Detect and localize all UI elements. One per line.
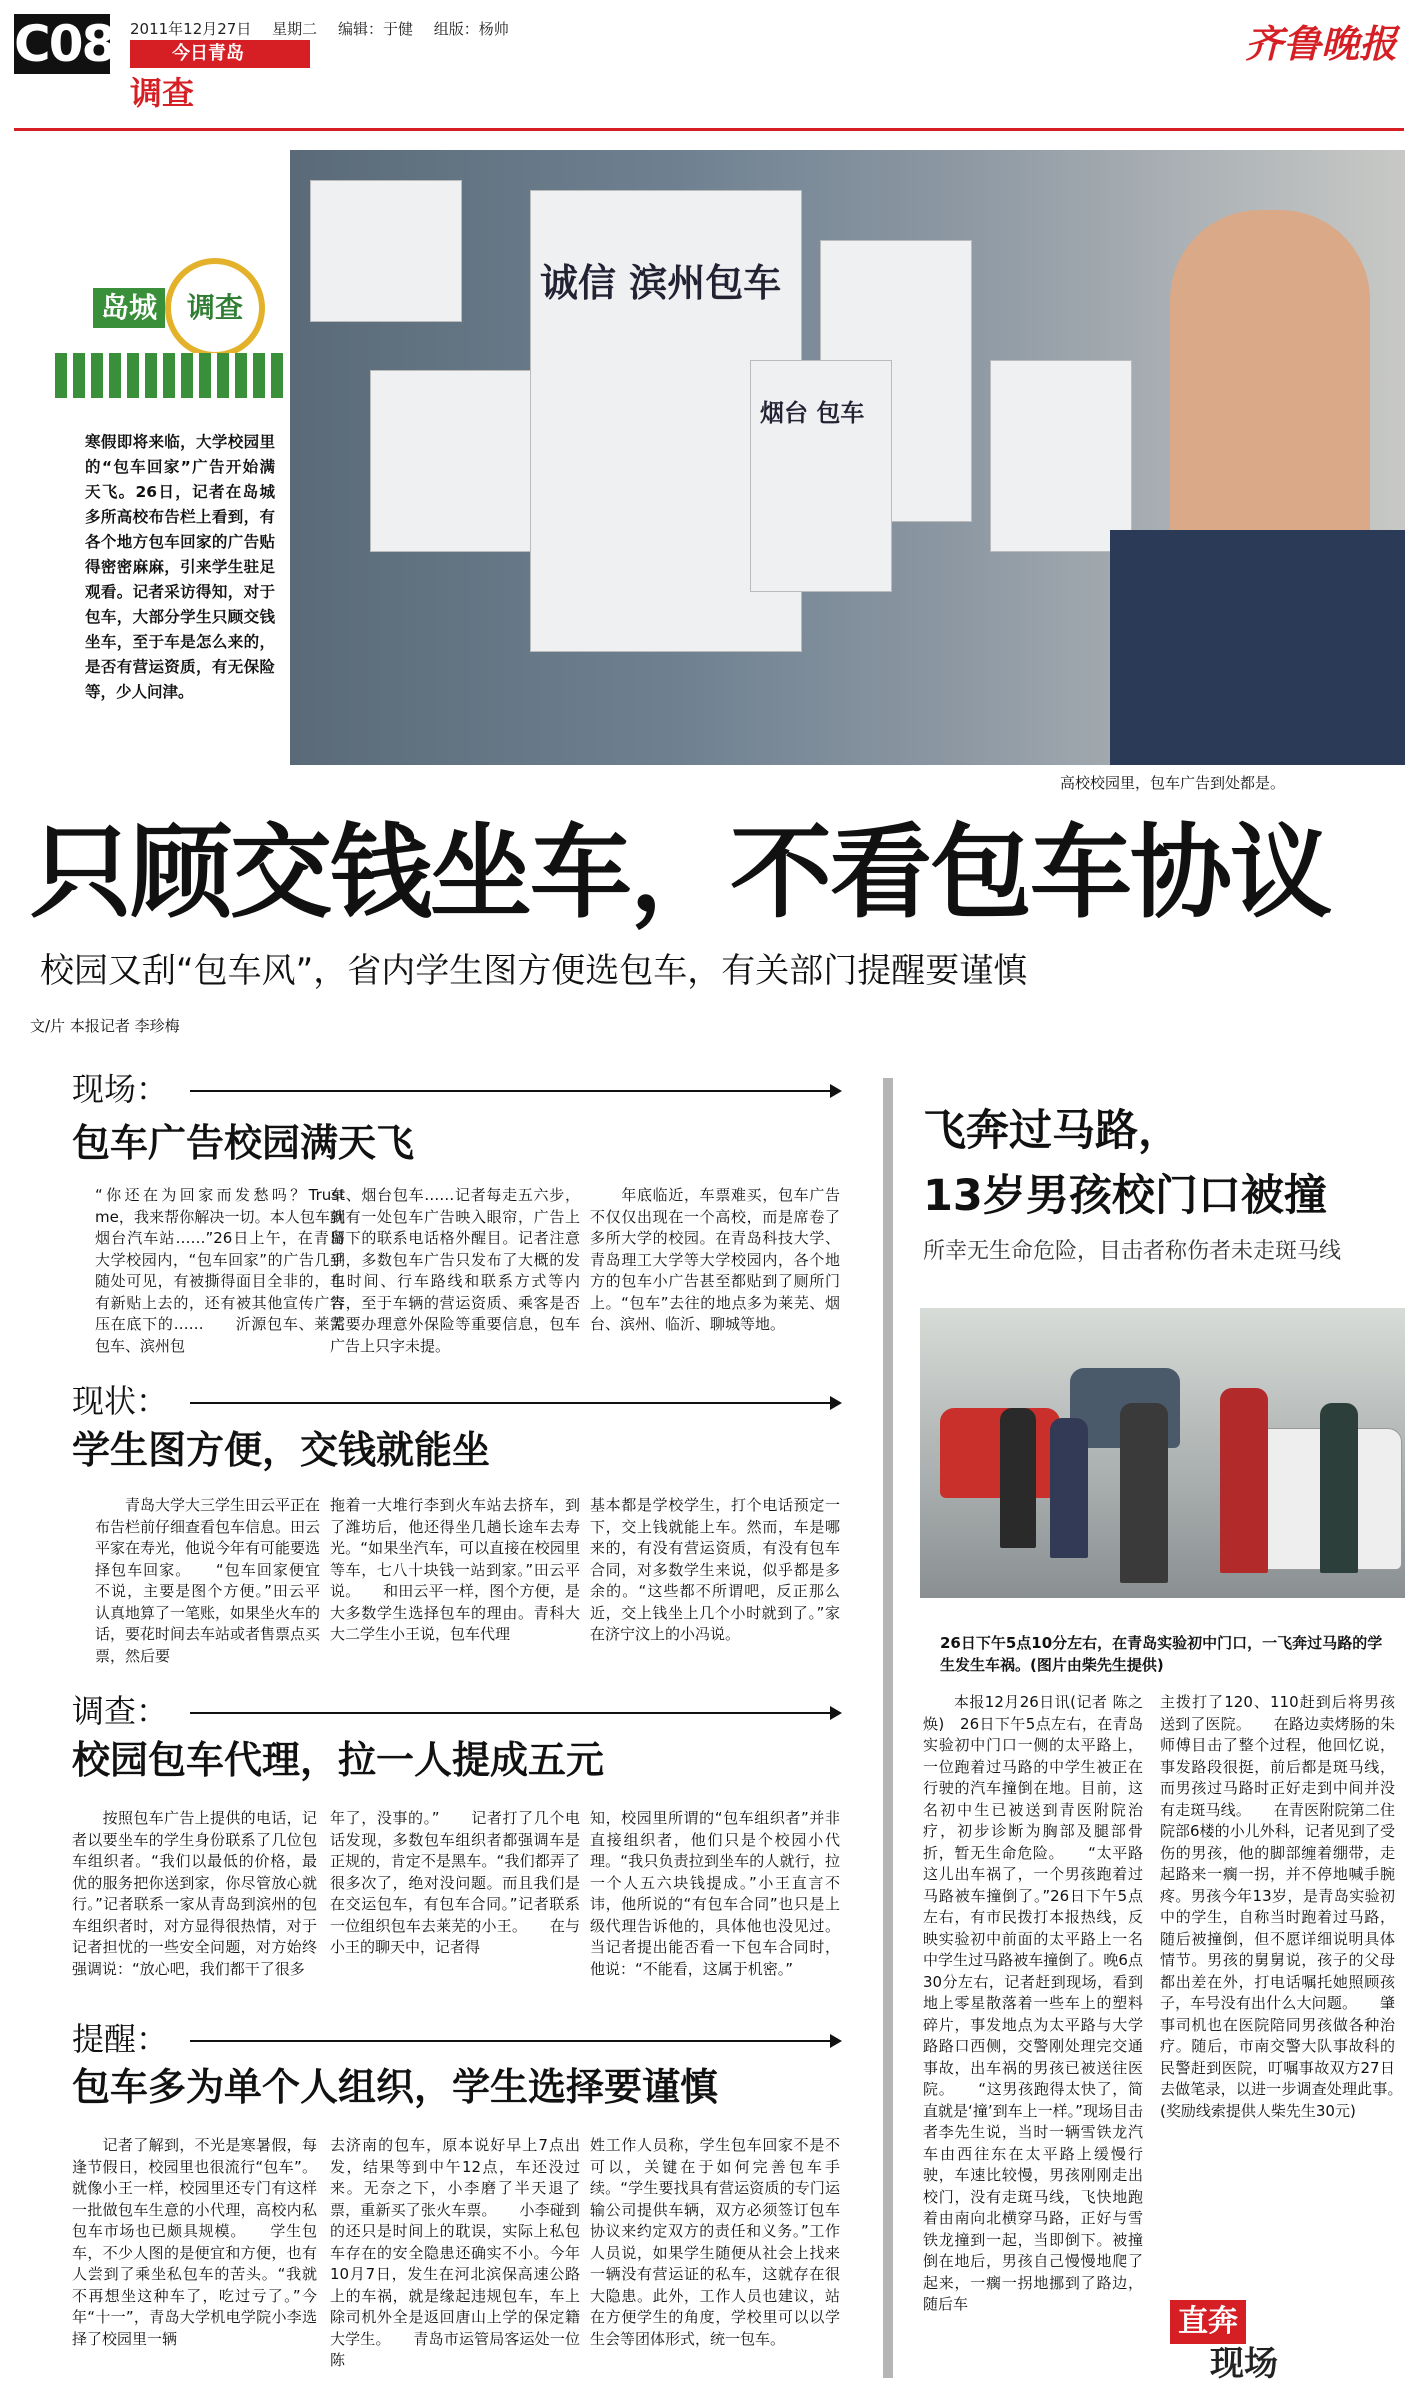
article-column: 记者了解到，不光是寒暑假，每逢节假日，校园里也很流行“包车”。就像小王一样，校园里还专门有这样一批做包车生意的小代理，高校内私包车市场也已颇具规模。 学生包车，不少人图的是便宜和方便，也有人尝到了乘坐私包车的苦头。“我就不再想坐这种车了，吃过亏了。”今年“十一”，青岛大学机电学院小李选择了校园里一辆 bbox=[72, 2136, 317, 2348]
arrow-icon bbox=[190, 2040, 840, 2042]
police-officer bbox=[1050, 1418, 1088, 1558]
article-column: 姓工作人员称，学生包车回家不是不可以，关键在于如何完善包车手续。“学生要找具有营运资质的专门运输公司提供车辆，双方必须签订包车协议来约定双方的责任和义务。”工作人员说，如果学生随便从社会上找来一辆没有营运证的私车，这就存在很大隐患。此外，工作人员也建议，站在方便学生的角度，学校里可以以学生会等团体形式，统一包车。 bbox=[590, 2136, 840, 2348]
sign-text: 诚信 滨州包车 bbox=[540, 260, 782, 305]
badge-word-1: 直奔 bbox=[1170, 2300, 1246, 2344]
section-title: 包车多为单个人组织，学生选择要谨慎 bbox=[72, 2065, 719, 2109]
accident-photo-caption: 26日下午5点10分左右，在青岛实验初中门口，一飞奔过马路的学生发生车祸。(图片由柴先生提供) bbox=[940, 1634, 1383, 1674]
badge-word-1: 岛城 bbox=[93, 288, 165, 328]
byline: 文/片 本报记者 李珍梅 bbox=[30, 1017, 180, 1035]
article-column: 基本都是学校学生，打个电话预定一下，交上钱就能上车。然而，车是哪来的，有没有营运资质，有没有包车合同，对多数学生来说，似乎都是多余的。“这些都不所谓吧，反正那么近，交上钱坐上几个小时就到了。”家在济宁汶上的小冯说。 bbox=[590, 1496, 840, 1643]
magnifier-icon: 调查 bbox=[165, 258, 265, 358]
designer-credit: 组版：杨帅 bbox=[433, 20, 509, 38]
story-title-line-2: 13岁男孩校门口被撞 bbox=[923, 1171, 1327, 1221]
city-skyline-graphic bbox=[55, 353, 285, 398]
accident-photo bbox=[920, 1308, 1405, 1598]
article-column: 年了，没事的。” 记者打了几个电话发现，多数包车组织者都强调车是正规的，肯定不是黑车。“我们都弄了很多次了，绝对没问题。而且我们是在交运包车，有包车合同。”记者联系一位组织包车去莱芜的小王。 在与小王的聊天中，记者得 bbox=[330, 1809, 580, 1956]
issue-meta bbox=[130, 18, 525, 39]
island-survey-badge bbox=[55, 258, 285, 398]
person bbox=[1320, 1403, 1358, 1573]
issue-weekday: 星期二 bbox=[272, 20, 318, 38]
article-column: 年底临近，车票难买，包车广告不仅仅出现在一个高校，而是席卷了多所大学的校园。在青岛科技大学、青岛理工大学等大学校园内，各个地方的包车小广告甚至都贴到了厕所门上。“包车”去往的地点多为莱芜、烟台、滨州、临沂、聊城等地。 bbox=[590, 1186, 840, 1333]
article-column: “你还在为回家而发愁吗？Trust me，我来帮你解决一切。本人包车到烟台汽车站……”26日上午，在青岛大学校园内，“包车回家”的广告几乎随处可见，有被撕得面目全非的，也有新贴上去的，还有被其他宣传广告压在底下的…… 沂源包车、莱芜包车、滨州包 bbox=[95, 1186, 345, 1355]
sign-text: 烟台 包车 bbox=[760, 398, 865, 427]
article-column: 去济南的包车，原本说好早上7点出发，结果等到中午12点，车还没过来。无奈之下，小李磨了半天退了票，重新买了张火车票。 小李碰到的还只是时间上的耽误，实际上私包车存在的安全隐患还确实不小。今年10月7日，发生在河北滨保高速公路上的车祸，就是缘起违规包车，车上除司机外全是返回唐山上学的保定籍大学生。 青岛市运管局客运处一位陈 bbox=[330, 2136, 580, 2369]
story-subtitle: 所幸无生命危险，目击者称伤者未走斑马线 bbox=[923, 1239, 1342, 1264]
subsection-title: 调查 bbox=[130, 74, 195, 112]
photo-caption: 高校校园里，包车广告到处都是。 bbox=[1060, 774, 1286, 792]
subheadline: 校园又刮“包车风”，省内学生图方便选包车，有关部门提醒要谨慎 bbox=[40, 951, 1028, 991]
section-label: 现场： bbox=[72, 1070, 169, 1108]
person bbox=[1120, 1403, 1168, 1583]
editor-credit: 编辑：于健 bbox=[337, 20, 413, 38]
person bbox=[1220, 1388, 1268, 1573]
article-column: 主拨打了120、110赶到后将男孩送到了医院。 在路边卖烤肠的朱师傅目击了整个过程，他回忆说，事发路段很挺，前后都是斑马线，而男孩过马路时正好走到中间并没有走斑马线。 在青医附院第二住院部6楼的小儿外科，记者见到了受伤的男孩，他的脚部缠着绷带，走起路来一瘸一拐，并不停地喊手腕疼。男孩今年13岁，是青岛实验初中的学生，自称当时跑着过马路，随后被撞倒，但不愿详细说明具体情节。男孩的舅舅说，孩子的父母都出差在外，打电话嘱托她照顾孩子，车号没有出什么大问题。 肇事司机也在医院陪同男孩做各种治疗。随后，市南交警大队事故科的民警赶到医院，叮嘱事故双方27日去做笔录，以进一步调查处理此事。 (奖励线索提供人柴先生30元) bbox=[1160, 1693, 1395, 2120]
section-title: 学生图方便，交钱就能坐 bbox=[72, 1428, 491, 1472]
section-title: 校园包车代理，拉一人提成五元 bbox=[72, 1738, 605, 1782]
lead-paragraph: 寒假即将来临，大学校园里的“包车回家”广告开始满天飞。26日，记者在岛城多所高校布告栏上看到，有各个地方包车回家的广告贴得密密麻麻，引来学生驻足观看。记者采访得知，对于包车，大部分学生只顾交钱坐车，至于车是怎么来的，是否有营运资质，有无保险等，少人问津。 bbox=[85, 433, 275, 701]
article-column: 拖着一大堆行李到火车站去挤车，到了潍坊后，他还得坐几趟长途车去寿光。“如果坐汽车，可以直接在校园里等车，七八十块钱一站到家。”田云平说。 和田云平一样，图个方便，是大多数学生选择包车的理由。青科大大二学生小王说，包车代理 bbox=[330, 1496, 580, 1643]
story-title-line-1: 飞奔过马路， bbox=[923, 1106, 1181, 1156]
arrow-icon bbox=[190, 1712, 840, 1714]
section-title: 包车广告校园满天飞 bbox=[72, 1121, 415, 1165]
header-rule bbox=[14, 128, 1404, 131]
page-number: C08 bbox=[14, 15, 115, 73]
section-label: 现状： bbox=[72, 1382, 169, 1420]
article-column: 车、烟台包车……记者每走五六步，就有一处包车广告映入眼帘，广告上留下的联系电话格外醒目。记者注意到，多数包车广告只发布了大概的发车时间、行车路线和联系方式等内容，至于车辆的营运资质、乘客是否需要办理意外保险等重要信息，包车广告上只字未提。 bbox=[330, 1186, 580, 1355]
section-label: 提醒： bbox=[72, 2020, 169, 2058]
newspaper-logo: 齐鲁晚报 bbox=[1244, 21, 1397, 66]
notice-paper bbox=[370, 370, 532, 552]
headline: 只顾交钱坐车，不看包车协议 bbox=[30, 814, 1330, 933]
section-label: 调查： bbox=[72, 1692, 169, 1730]
article-column: 青岛大学大三学生田云平正在布告栏前仔细查看包车信息。田云平家在寿光，他说今年有可能要选择包车回家。 “包车回家便宜不说，主要是图个方便。”田云平认真地算了一笔账，如果坐火车的话，要花时间去车站或者售票点买票，然后要 bbox=[95, 1496, 320, 1665]
column-divider bbox=[883, 1078, 893, 2378]
notice-paper bbox=[990, 360, 1132, 552]
direct-scene-badge bbox=[1170, 2290, 1340, 2384]
article-column: 本报12月26日讯(记者 陈之焕) 26日下午5点左右，在青岛实验初中门口一侧的太平路上，一位跑着过马路的中学生被正在行驶的汽车撞倒在地。目前，这名初中生已被送到青医附院治疗，初步诊断为胸部及腿部骨折，暂无生命危险。 “太平路这儿出车祸了，一个男孩跑着过马路被车撞倒了。”26日下午5点左右，有市民拨打本报热线，反映实验初中前面的太平路上一名中学生过马路被车撞倒了。晚6点30分左右，记者赶到现场，看到地上零星散落着一些车上的塑料碎片，事发地点为太平路与大学路路口西侧，交警刚处理完交通事故，出车祸的男孩已被送往医院。 “这男孩跑得太快了，简直就是‘撞’到车上一样。”现场目击者李先生说，当时一辆雪铁龙汽车由西往东在太平路上缓慢行驶，车速比较慢，男孩刚刚走出校门，没有走斑马线，飞快地跑着由南向北横穿马路，正好与雪铁龙撞到一起，当即倒下。被撞倒在地后，男孩自己慢慢地爬了起来，一瘸一拐地挪到了路边，随后车 bbox=[923, 1693, 1143, 2313]
student-coat bbox=[1110, 530, 1405, 765]
section-tag: 今日青岛 bbox=[130, 40, 310, 68]
article-column: 知，校园里所谓的“包车组织者”并非直接组织者，他们只是个校园小代理。“我只负责拉到坐车的人就行，拉一个人五六块钱提成。”小王直言不讳，他所说的“有包车合同”也只是上级代理告诉他的，具体他也没见过。当记者提出能否看一下包车合同时，他说：“不能看，这属于机密。” bbox=[590, 1809, 840, 1978]
issue-date: 2011年12月27日 bbox=[130, 20, 252, 38]
notice-paper bbox=[310, 180, 462, 322]
person bbox=[1000, 1408, 1036, 1548]
main-photo bbox=[290, 150, 1405, 765]
arrow-icon bbox=[190, 1090, 840, 1092]
badge-word-2: 现场 bbox=[1210, 2344, 1278, 2384]
arrow-icon bbox=[190, 1402, 840, 1404]
article-column: 按照包车广告上提供的电话，记者以要坐车的学生身份联系了几位包车组织者。“我们以最低的价格，最优的服务把你送到家，你尽管放心就行。”记者联系一家从青岛到滨州的包车组织者时，对方显得很热情，对于记者担忧的一些安全问题，对方始终强调说：“放心吧，我们都干了很多 bbox=[72, 1809, 317, 1978]
